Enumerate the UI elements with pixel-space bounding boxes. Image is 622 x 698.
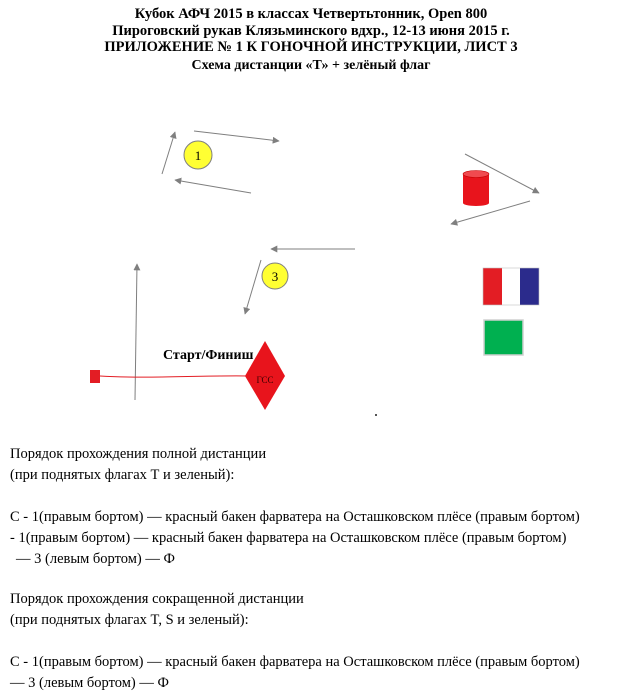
full-course-description — [10, 444, 615, 570]
title-line-1: Кубок АФЧ 2015 в классах Четвертьтонник, Open 800 — [134, 6, 488, 22]
committee-boat-label: ГСС — [256, 375, 274, 385]
short-course-description — [10, 589, 615, 694]
flag-green-icon — [484, 320, 523, 355]
course-arrow — [194, 131, 279, 141]
start-finish-label: Старт/Финиш — [163, 348, 254, 363]
title-line-2: Пироговский рукав Клязьминского вдхр., 12-13 июня 2015 г. — [112, 22, 510, 39]
mark-1-icon — [184, 141, 212, 169]
full-course-title: Порядок прохождения полной дистанции — [10, 446, 267, 462]
marker-dot — [375, 414, 377, 416]
short-course-condition: (при поднятых флагах T, S и зеленый): — [10, 612, 249, 628]
start-line — [100, 376, 252, 377]
short-course-line-2: — 3 (левым бортом) — Ф — [10, 675, 169, 691]
course-arrow — [245, 260, 261, 314]
course-arrow — [162, 132, 175, 174]
red-buoy-icon — [463, 171, 489, 207]
course-scheme-title: Схема дистанции «Т» + зелёный флаг — [191, 57, 431, 73]
full-course-line-3: — 3 (левым бортом) — Ф — [16, 551, 175, 567]
mark-3-label: 3 — [271, 269, 279, 284]
full-course-line-1: С - 1(правым бортом) — красный бакен фарватера на Осташковском плёсе (правым бортом) — [10, 509, 580, 525]
short-course-line-1: С - 1(правым бортом) — красный бакен фарватера на Осташковском плёсе (правым бортом) — [10, 654, 580, 670]
flag-t-icon — [483, 268, 539, 305]
full-course-condition: (при поднятых флагах Т и зеленый): — [10, 467, 235, 483]
start-buoy-icon — [90, 370, 100, 383]
mark-3-icon — [262, 263, 288, 289]
course-arrow — [451, 201, 530, 224]
course-arrow — [175, 180, 251, 193]
full-course-line-2: - 1(правым бортом) — красный бакен фарватера на Осташковском плёсе (правым бортом) — [10, 530, 567, 546]
short-course-title: Порядок прохождения сокращенной дистанции — [10, 591, 304, 607]
course-arrow — [135, 264, 137, 400]
title-line-3: ПРИЛОЖЕНИЕ № 1 К ГОНОЧНОЙ ИНСТРУКЦИИ, ЛИСТ 3 — [104, 39, 518, 55]
mark-1-label: 1 — [194, 148, 202, 163]
